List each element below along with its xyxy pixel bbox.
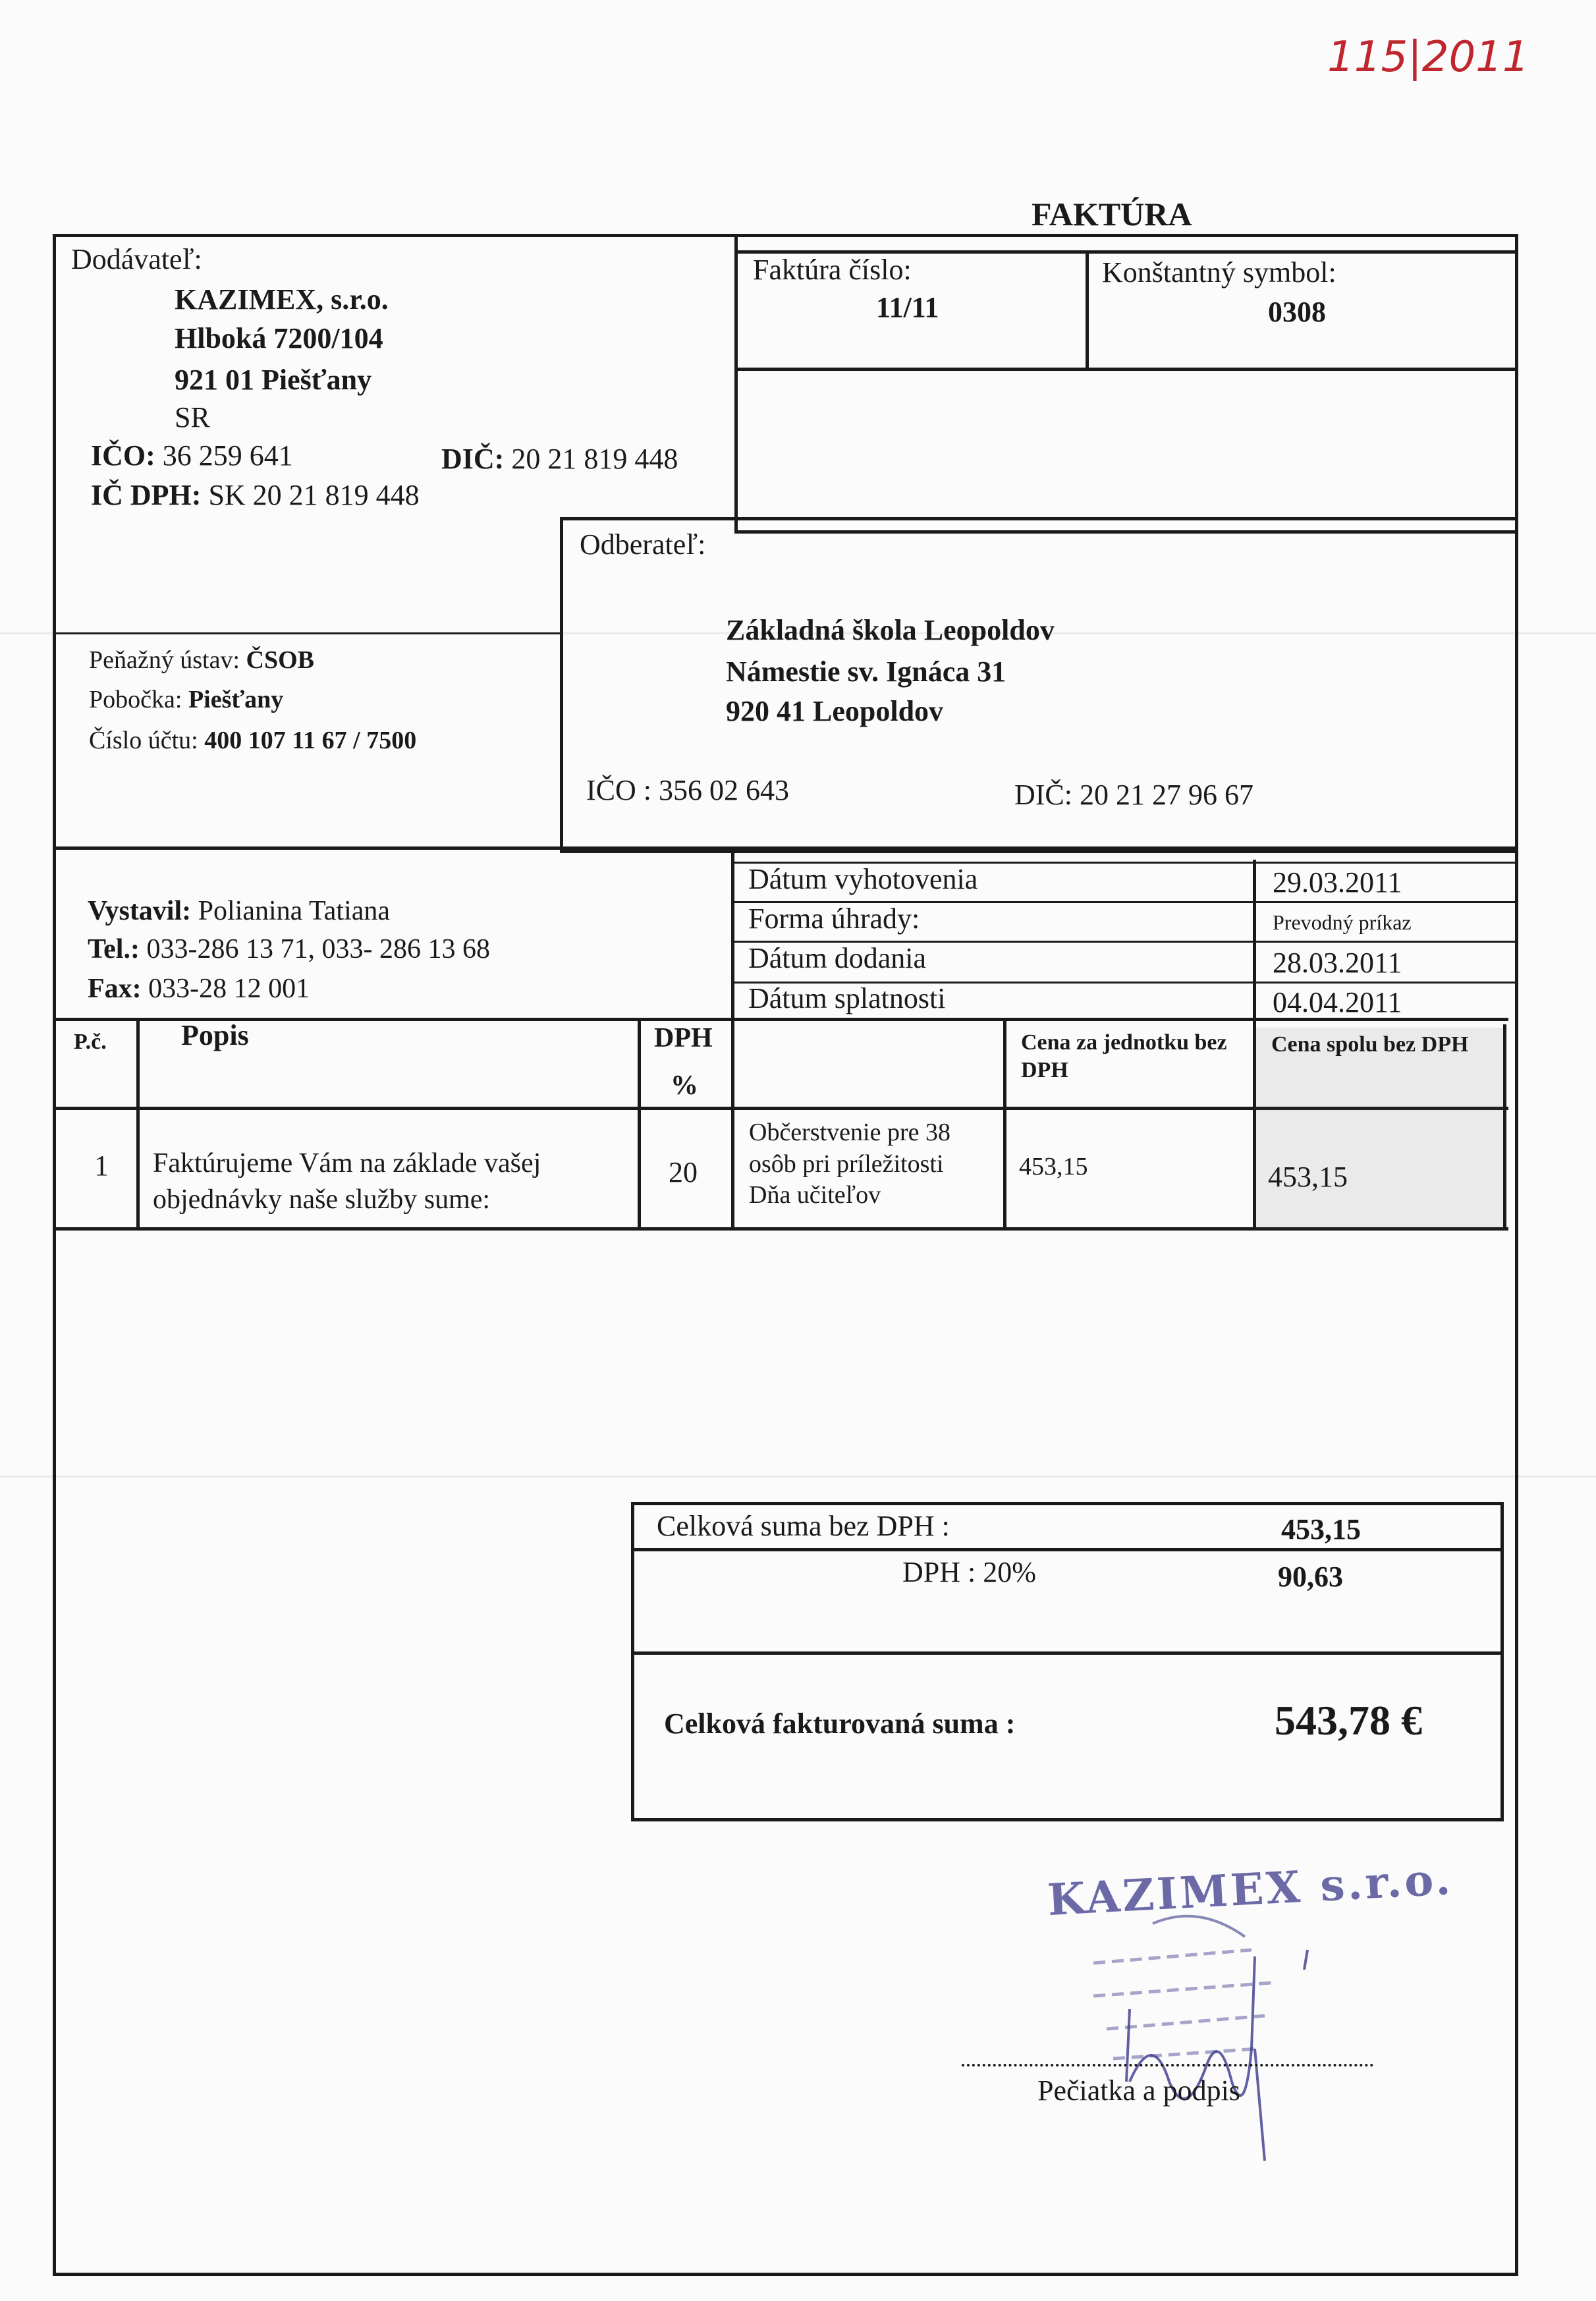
const-symbol: 0308 <box>1268 296 1326 328</box>
invoice-number-box <box>734 250 1518 534</box>
customer-street: Námestie sv. Ignáca 31 <box>726 655 1006 688</box>
supplier-icdph <box>91 481 420 510</box>
invoice-number: 11/11 <box>876 291 939 323</box>
bank-institution-value: ČSOB <box>246 646 314 674</box>
row-desc-line1: Faktúrujeme Vám na základe vašej <box>153 1148 541 1178</box>
subtotal-label: Celková suma bez DPH : <box>657 1510 950 1542</box>
delivery-date-value: 28.03.2011 <box>1273 947 1402 979</box>
supplier-street: Hlboká 7200/104 <box>175 322 383 354</box>
row-no: 1 <box>94 1150 109 1182</box>
row-item-line2: osôb pri príležitosti <box>749 1150 944 1178</box>
issued-by-value: Polianina Tatiana <box>198 896 391 926</box>
issuer-fax-label: Fax: <box>88 974 142 1004</box>
col-header-unit-price: Cena za jednotku bez DPH <box>1021 1030 1227 1082</box>
supplier-label: Dodávateľ: <box>71 243 202 275</box>
col-header-vat-pct: % <box>671 1070 698 1101</box>
customer-ico: IČO : 356 02 643 <box>586 774 789 806</box>
customer-name: Základná škola Leopoldov <box>726 614 1055 646</box>
bank-branch-label: Pobočka: <box>89 686 182 713</box>
supplier-dic-label: DIČ: <box>441 443 505 475</box>
customer-dic: DIČ: 20 21 27 96 67 <box>1014 779 1253 811</box>
issuer-fax-value: 033-28 12 001 <box>148 974 310 1004</box>
bank-account <box>89 728 416 753</box>
const-symbol-label: Konštantný symbol: <box>1102 256 1336 289</box>
bank-account-label: Číslo účtu: <box>89 727 198 754</box>
handwritten-reference: 115|2011 <box>1327 33 1529 82</box>
supplier-icdph-label: IČ DPH: <box>91 479 202 511</box>
due-date-label: Dátum splatnosti <box>748 982 946 1014</box>
row-item-line1: Občerstvenie pre 38 <box>749 1119 950 1146</box>
company-stamp: KAZIMEX s.r.o. <box>1046 1852 1454 1926</box>
delivery-date-label: Dátum dodania <box>748 942 927 974</box>
date-issued-label: Dátum vyhotovenia <box>748 863 978 895</box>
total-value: 543,78 € <box>1275 1697 1422 1744</box>
col-header-total-price: Cena spolu bez DPH <box>1271 1032 1469 1057</box>
subtotal-value: 453,15 <box>1281 1513 1361 1545</box>
supplier-city: 921 01 Piešťany <box>175 364 372 396</box>
row-vat: 20 <box>669 1156 698 1188</box>
issuer-fax <box>88 975 310 1003</box>
supplier-dic-value: 20 21 819 448 <box>511 443 678 475</box>
issuer-tel-label: Tel.: <box>88 934 140 964</box>
vat-label: DPH : 20% <box>902 1556 1036 1588</box>
bank-branch <box>89 687 283 712</box>
bank-institution <box>89 648 314 673</box>
invoice-number-label: Faktúra číslo: <box>753 254 912 286</box>
row-item-line3: Dňa učiteľov <box>749 1181 881 1209</box>
bank-institution-label: Peňažný ústav: <box>89 646 240 674</box>
signature-line <box>962 2064 1373 2066</box>
payment-form-label: Forma úhrady: <box>748 902 920 935</box>
supplier-icdph-value: SK 20 21 819 448 <box>208 479 420 511</box>
issued-by <box>88 897 390 925</box>
customer-label: Odberateľ: <box>580 528 706 561</box>
row-total-price: 453,15 <box>1268 1161 1348 1193</box>
total-label: Celková fakturovaná suma : <box>664 1707 1016 1740</box>
date-issued-value: 29.03.2011 <box>1273 866 1402 899</box>
due-date-value: 04.04.2011 <box>1273 986 1402 1018</box>
col-header-vat: DPH <box>654 1023 713 1053</box>
supplier-name: KAZIMEX, s.r.o. <box>175 283 389 316</box>
supplier-ico-value: 36 259 641 <box>162 439 293 472</box>
issuer-tel-value: 033-286 13 71, 033- 286 13 68 <box>146 934 490 964</box>
supplier-dic <box>441 445 678 474</box>
customer-city: 920 41 Leopoldov <box>726 695 944 727</box>
issued-by-label: Vystavil: <box>88 896 192 926</box>
bank-branch-value: Piešťany <box>188 686 284 713</box>
row-desc-line2: objednávky naše služby sume: <box>153 1184 491 1215</box>
row-unit-price: 453,15 <box>1019 1153 1088 1180</box>
signature-scribble <box>1054 1884 1331 2167</box>
bank-account-value: 400 107 11 67 / 7500 <box>204 727 417 754</box>
col-header-no: P.č. <box>74 1030 107 1054</box>
document-title: FAKTÚRA <box>1032 196 1192 233</box>
supplier-country: SR <box>175 401 210 433</box>
supplier-ico <box>91 441 293 470</box>
vat-value: 90,63 <box>1278 1561 1343 1593</box>
issuer-tel <box>88 935 490 963</box>
payment-form-value: Prevodný príkaz <box>1273 910 1412 934</box>
supplier-ico-label: IČO: <box>91 439 155 472</box>
signature-label: Pečiatka a podpis <box>1037 2074 1240 2107</box>
col-header-desc: Popis <box>181 1019 249 1051</box>
